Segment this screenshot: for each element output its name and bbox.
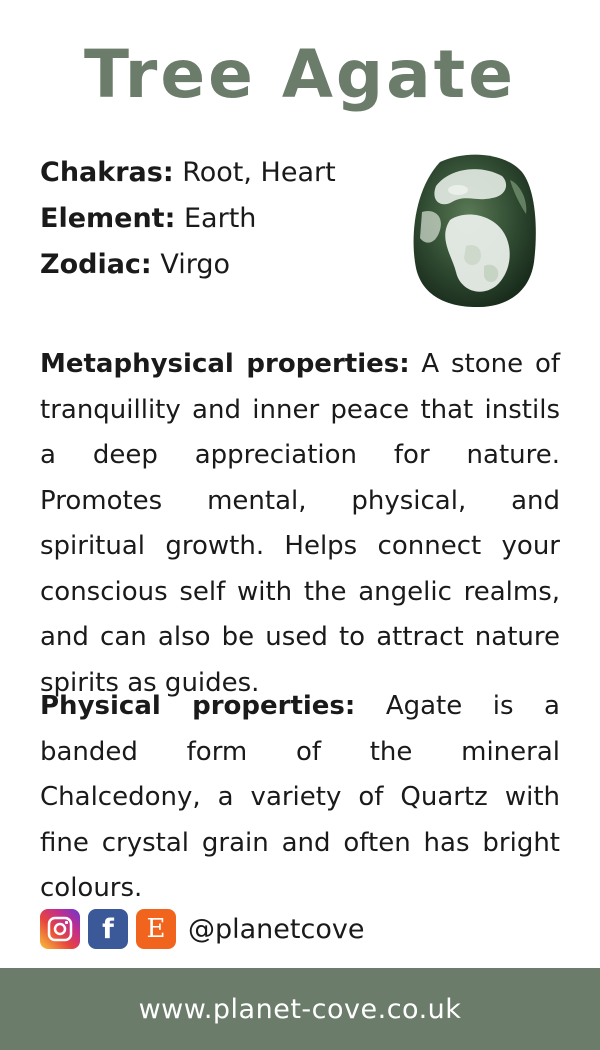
metaphysical-label: Metaphysical properties: <box>40 349 410 379</box>
physical-text: Agate is a banded form of the mineral Chalcedony, a variety of Quartz with fine crystal grain and often has bright colours. <box>40 691 560 903</box>
attributes-list <box>40 150 400 288</box>
metaphysical-text: A stone of tranquillity and inner peace that instils a deep appreciation for nature. Promotes mental, physical, and spiritual growth. Helps connect your conscious self with the angelic realms, and can also be used to attract nature spirits as guides. <box>40 349 560 698</box>
physical-properties <box>40 684 560 912</box>
physical-label: Physical properties: <box>40 691 356 721</box>
etsy-glyph: E <box>146 914 166 944</box>
chakras-label: Chakras: <box>40 157 174 188</box>
page-title: Tree Agate <box>84 36 516 113</box>
facebook-glyph: f <box>102 913 114 945</box>
tree-agate-stone-image <box>410 150 540 310</box>
metaphysical-properties <box>40 342 560 706</box>
element-value: Earth <box>183 203 257 234</box>
instagram-glyph <box>46 915 74 943</box>
chakras-row <box>40 150 400 196</box>
social-handle[interactable]: @planetcove <box>188 913 365 945</box>
social-links <box>40 907 364 951</box>
facebook-icon[interactable] <box>88 909 128 949</box>
etsy-icon[interactable] <box>136 909 176 949</box>
footer-bar <box>0 968 600 1050</box>
element-row <box>40 196 400 242</box>
zodiac-label: Zodiac: <box>40 249 152 280</box>
zodiac-value: Virgo <box>160 249 230 280</box>
element-label: Element: <box>40 203 176 234</box>
instagram-icon[interactable] <box>40 909 80 949</box>
zodiac-row <box>40 242 400 288</box>
chakras-value: Root, Heart <box>182 157 336 188</box>
website-link[interactable]: www.planet-cove.co.uk <box>138 993 462 1025</box>
